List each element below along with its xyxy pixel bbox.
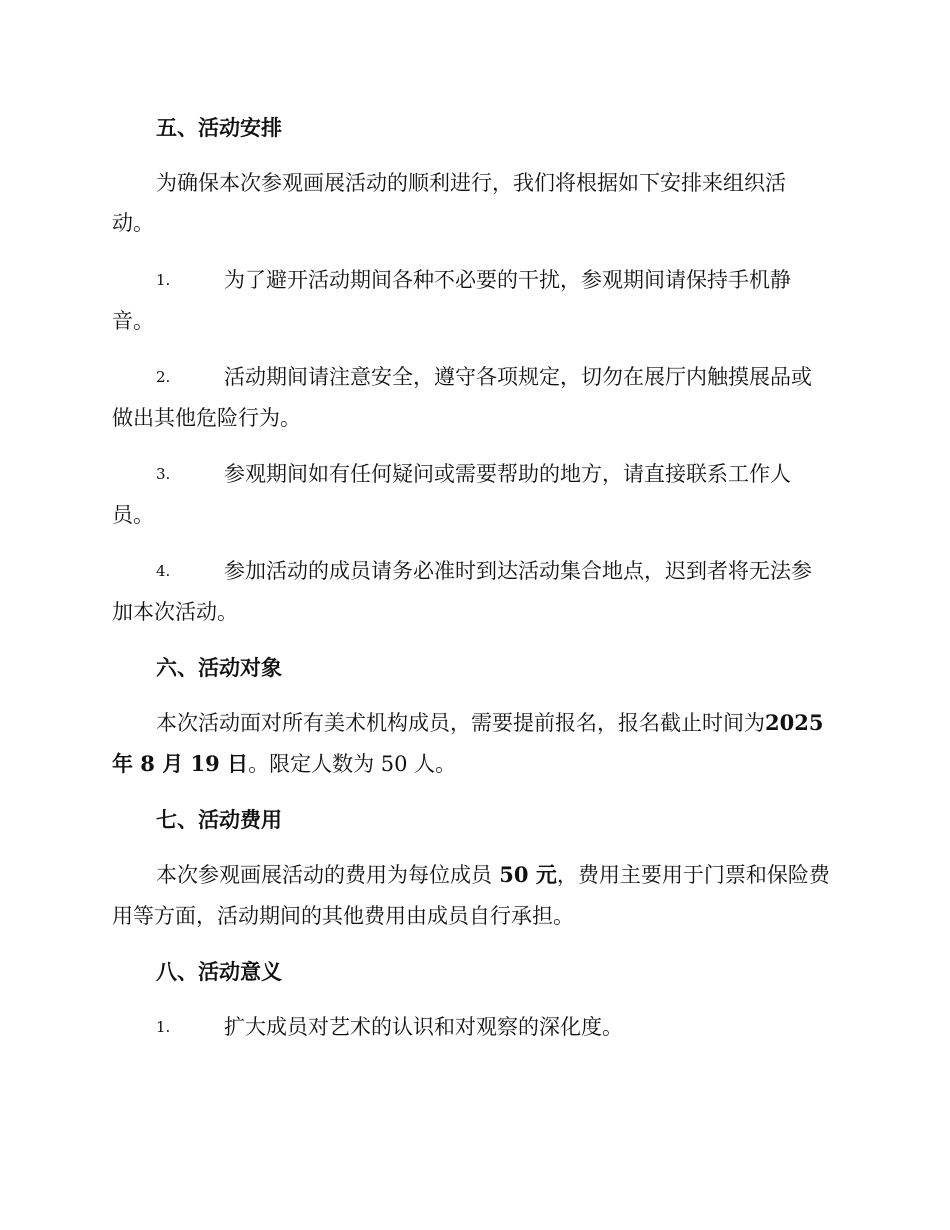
list-item-text-line-2: 加本次活动。 (112, 600, 238, 624)
list-item-number: 1. (156, 271, 171, 289)
section-heading-fees: 七、活动费用 (156, 807, 282, 832)
section-heading-significance: 八、活动意义 (156, 959, 282, 984)
list-item-text-line-2: 音。 (112, 309, 154, 333)
list-item-text-line-1: 参加活动的成员请务必准时到达活动集合地点，迟到者将无法参 (224, 559, 812, 583)
deadline-year: 2025 (765, 710, 824, 735)
list-item-text-line-1: 活动期间请注意安全，遵守各项规定，切勿在展厅内触摸展品或 (224, 365, 812, 389)
deadline-month-unit: 月 (162, 751, 184, 776)
section-heading-audience: 六、活动对象 (156, 655, 282, 680)
fees-line-2: 用等方面，活动期间的其他费用由成员自行承担。 (112, 904, 574, 928)
list-item-number: 2. (156, 368, 171, 386)
capacity-text: 。限定人数为 50 人。 (248, 752, 457, 776)
fees-line-1 (156, 860, 830, 890)
list-item-number: 4. (156, 562, 171, 580)
section-heading-arrangement: 五、活动安排 (156, 115, 282, 140)
arrangement-intro-line-2: 动。 (112, 211, 154, 235)
deadline-day-unit: 日 (227, 751, 249, 776)
arrangement-intro-line-1: 为确保本次参观画展活动的顺利进行，我们将根据如下安排来组织活 (156, 171, 786, 195)
fees-text: 本次参观画展活动的费用为每位成员 (156, 863, 492, 887)
list-item-text-line-1: 扩大成员对艺术的认识和对观察的深化度。 (224, 1015, 623, 1039)
list-item-text-line-2: 做出其他危险行为。 (112, 406, 301, 430)
list-item-text-line-1: 参观期间如有任何疑问或需要帮助的地方，请直接联系工作人 (224, 462, 791, 486)
fee-amount: 50 元 (492, 862, 557, 887)
list-item-number: 3. (156, 465, 171, 483)
list-item-text-line-1: 为了避开活动期间各种不必要的干扰，参观期间请保持手机静 (224, 268, 791, 292)
audience-line-2 (112, 749, 456, 779)
list-item-number: 1. (156, 1018, 171, 1036)
audience-text: 本次活动面对所有美术机构成员，需要提前报名，报名截止时间为 (156, 711, 765, 735)
deadline-year-unit: 年 (112, 751, 133, 776)
deadline-day: 19 (183, 751, 228, 776)
audience-line-1 (156, 708, 823, 738)
list-item-text-line-2: 员。 (112, 503, 154, 527)
fees-text-cont: ，费用主要用于门票和保险费 (556, 863, 830, 887)
deadline-month: 8 (133, 751, 163, 776)
